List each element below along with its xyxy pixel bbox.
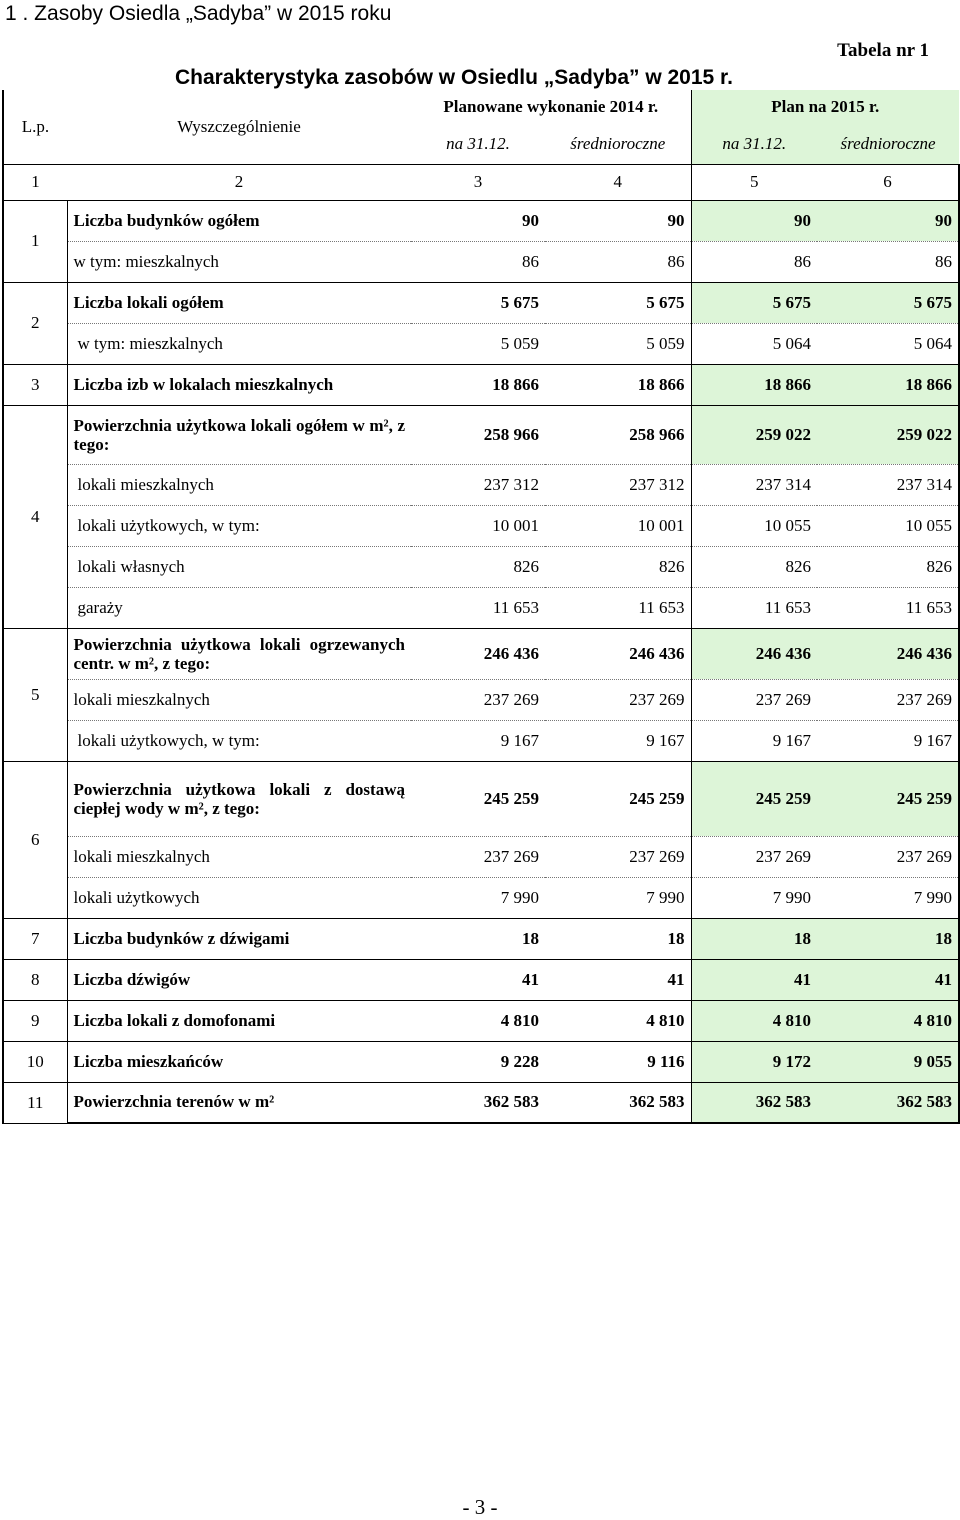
row-value: 10 001	[411, 505, 545, 546]
row-value: 237 269	[411, 836, 545, 877]
header-sub-2014-end: na 31.12.	[411, 124, 545, 164]
row-value: 11 653	[545, 587, 691, 628]
table-row	[3, 1000, 959, 1041]
row-value: 5 675	[691, 282, 817, 323]
row-value: 362 583	[545, 1082, 691, 1123]
table-row	[3, 587, 959, 628]
table-row	[3, 464, 959, 505]
row-value: 11 653	[691, 587, 817, 628]
row-value: 237 269	[817, 836, 959, 877]
column-number: 5	[691, 164, 817, 200]
row-value: 5 064	[817, 323, 959, 364]
row-lp: 11	[3, 1082, 67, 1123]
row-value: 826	[411, 546, 545, 587]
table-row	[3, 200, 959, 241]
row-value: 5 675	[411, 282, 545, 323]
table-row	[3, 761, 959, 836]
row-value: 826	[817, 546, 959, 587]
column-number: 2	[67, 164, 411, 200]
column-number: 4	[545, 164, 691, 200]
row-value: 237 269	[411, 679, 545, 720]
row-value: 4 810	[817, 1000, 959, 1041]
row-value: 4 810	[691, 1000, 817, 1041]
table-title: Charakterystyka zasobów w Osiedlu „Sadyba” w 2015 r.	[175, 66, 733, 89]
row-value: 9 167	[691, 720, 817, 761]
row-value: 10 055	[817, 505, 959, 546]
table-row	[3, 546, 959, 587]
header-sub-2015-avg: średnioroczne	[817, 124, 959, 164]
row-value: 5 059	[411, 323, 545, 364]
row-value: 259 022	[691, 405, 817, 464]
row-lp: 9	[3, 1000, 67, 1041]
row-value: 246 436	[817, 628, 959, 679]
row-value: 9 116	[545, 1041, 691, 1082]
row-description: lokali mieszkalnych	[67, 836, 411, 877]
row-description: garaży	[67, 587, 411, 628]
row-lp: 6	[3, 761, 67, 918]
row-value: 246 436	[691, 628, 817, 679]
row-value: 362 583	[691, 1082, 817, 1123]
table-row	[3, 405, 959, 464]
header-group-2014: Planowane wykonanie 2014 r.	[443, 97, 659, 116]
row-value: 5 675	[817, 282, 959, 323]
row-lp: 5	[3, 628, 67, 761]
row-description: Powierzchnia użytkowa lokali ogółem w m², z tego:	[67, 405, 411, 464]
row-value: 9 167	[545, 720, 691, 761]
row-lp: 1	[3, 200, 67, 282]
row-value: 5 064	[691, 323, 817, 364]
row-description: Powierzchnia użytkowa lokali ogrzewanych centr. w m², z tego:	[67, 628, 411, 679]
row-value: 9 228	[411, 1041, 545, 1082]
header-lp: L.p.	[3, 90, 67, 164]
row-description: Powierzchnia użytkowa lokali z dostawą ciepłej wody w m², z tego:	[67, 761, 411, 836]
row-value: 18	[545, 918, 691, 959]
row-value: 41	[545, 959, 691, 1000]
row-value: 237 269	[691, 836, 817, 877]
header-description: Wyszczególnienie	[67, 90, 411, 164]
row-value: 11 653	[411, 587, 545, 628]
row-value: 245 259	[545, 761, 691, 836]
table-number: Tabela nr 1	[837, 40, 929, 61]
row-value: 4 810	[411, 1000, 545, 1041]
row-value: 90	[545, 200, 691, 241]
table-row	[3, 918, 959, 959]
row-value: 237 269	[691, 679, 817, 720]
row-value: 86	[691, 241, 817, 282]
row-value: 246 436	[411, 628, 545, 679]
row-value: 7 990	[545, 877, 691, 918]
row-lp: 10	[3, 1041, 67, 1082]
row-lp: 4	[3, 405, 67, 628]
row-description: Liczba budynków ogółem	[67, 200, 411, 241]
row-description: Powierzchnia terenów w m²	[67, 1082, 411, 1123]
row-value: 237 312	[411, 464, 545, 505]
row-value: 10 055	[691, 505, 817, 546]
column-number: 6	[817, 164, 959, 200]
row-description: Liczba lokali ogółem	[67, 282, 411, 323]
table-row	[3, 505, 959, 546]
row-value: 7 990	[411, 877, 545, 918]
row-value: 18	[817, 918, 959, 959]
row-value: 41	[411, 959, 545, 1000]
row-value: 86	[411, 241, 545, 282]
row-value: 11 653	[817, 587, 959, 628]
table-row	[3, 1041, 959, 1082]
row-value: 258 966	[545, 405, 691, 464]
table-row	[3, 836, 959, 877]
row-value: 5 059	[545, 323, 691, 364]
table-row	[3, 282, 959, 323]
row-value: 9 167	[817, 720, 959, 761]
table-row	[3, 241, 959, 282]
row-description: Liczba mieszkańców	[67, 1041, 411, 1082]
row-lp: 3	[3, 364, 67, 405]
row-value: 4 810	[545, 1000, 691, 1041]
row-value: 237 314	[691, 464, 817, 505]
column-number: 3	[411, 164, 545, 200]
table-row	[3, 877, 959, 918]
row-description: Liczba lokali z domofonami	[67, 1000, 411, 1041]
row-value: 18	[691, 918, 817, 959]
row-description: lokali mieszkalnych	[67, 464, 411, 505]
row-value: 237 269	[545, 836, 691, 877]
table-row	[3, 1082, 959, 1123]
row-value: 826	[545, 546, 691, 587]
row-value: 237 269	[817, 679, 959, 720]
row-value: 90	[411, 200, 545, 241]
row-value: 246 436	[545, 628, 691, 679]
row-lp: 7	[3, 918, 67, 959]
header-sub-2015-end: na 31.12.	[691, 124, 817, 164]
column-number: 1	[3, 164, 67, 200]
row-value: 18	[411, 918, 545, 959]
row-value: 41	[817, 959, 959, 1000]
table-row	[3, 628, 959, 679]
row-value: 86	[817, 241, 959, 282]
row-description: Liczba izb w lokalach mieszkalnych	[67, 364, 411, 405]
row-value: 237 312	[545, 464, 691, 505]
row-value: 18 866	[817, 364, 959, 405]
row-description: lokali użytkowych, w tym:	[67, 505, 411, 546]
row-value: 9 172	[691, 1041, 817, 1082]
row-value: 5 675	[545, 282, 691, 323]
row-description: w tym: mieszkalnych	[67, 241, 411, 282]
row-description: lokali mieszkalnych	[67, 679, 411, 720]
row-value: 10 001	[545, 505, 691, 546]
row-value: 18 866	[545, 364, 691, 405]
row-value: 259 022	[817, 405, 959, 464]
header-sub-2014-avg: średnioroczne	[545, 124, 691, 164]
row-value: 9 167	[411, 720, 545, 761]
table-row	[3, 323, 959, 364]
row-value: 9 055	[817, 1041, 959, 1082]
row-value: 362 583	[817, 1082, 959, 1123]
row-value: 258 966	[411, 405, 545, 464]
row-value: 237 314	[817, 464, 959, 505]
section-title: 1 . Zasoby Osiedla „Sadyba” w 2015 roku	[5, 2, 392, 25]
row-description: Liczba budynków z dźwigami	[67, 918, 411, 959]
row-value: 86	[545, 241, 691, 282]
header-group-2015: Plan na 2015 r.	[691, 90, 959, 124]
row-value: 7 990	[691, 877, 817, 918]
table-row	[3, 959, 959, 1000]
row-description: lokali użytkowych, w tym:	[67, 720, 411, 761]
row-value: 245 259	[817, 761, 959, 836]
row-value: 245 259	[691, 761, 817, 836]
row-value: 237 269	[545, 679, 691, 720]
row-value: 90	[691, 200, 817, 241]
row-value: 90	[817, 200, 959, 241]
row-value: 362 583	[411, 1082, 545, 1123]
table-row	[3, 720, 959, 761]
page-number: - 3 -	[462, 1495, 498, 1519]
row-description: w tym: mieszkalnych	[67, 323, 411, 364]
row-lp: 2	[3, 282, 67, 364]
row-value: 18 866	[411, 364, 545, 405]
row-value: 245 259	[411, 761, 545, 836]
row-value: 41	[691, 959, 817, 1000]
table-row	[3, 364, 959, 405]
row-value: 7 990	[817, 877, 959, 918]
row-description: Liczba dźwigów	[67, 959, 411, 1000]
row-value: 826	[691, 546, 817, 587]
table-row	[3, 679, 959, 720]
row-value: 18 866	[691, 364, 817, 405]
row-description: lokali użytkowych	[67, 877, 411, 918]
row-lp: 8	[3, 959, 67, 1000]
resources-table	[2, 90, 960, 1124]
row-description: lokali własnych	[67, 546, 411, 587]
